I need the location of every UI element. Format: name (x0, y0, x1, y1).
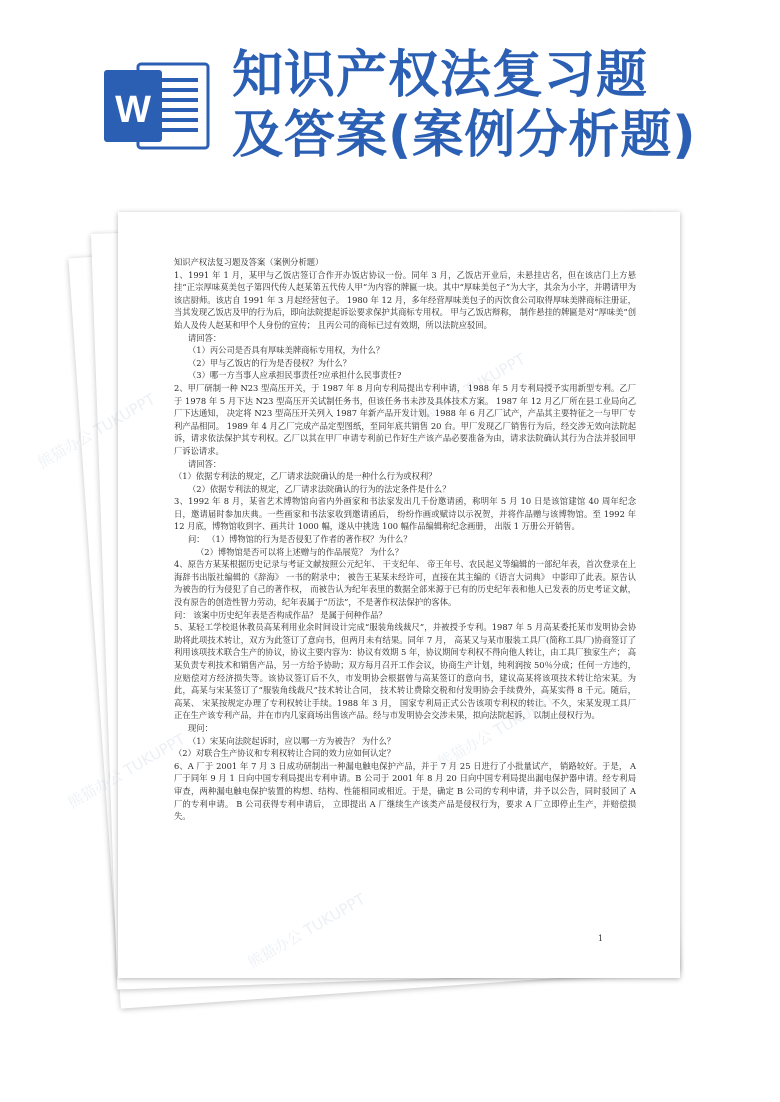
page-title (232, 46, 772, 166)
document-paragraph: 5、某轻工学校退休教员高某利用业余时间设计完成“服装角线裁尺”，并被授予专利。1987 年 5 月高某委托某市发明协会协助将此项技术转让，双方为此签订了意向书，但两月未有结果。同年 7 月， 高某又与某市服装工具厂(简称工具厂)协商签订了利用该项技术联合生产的协议，协议主要内容为：协议有效期 5 年，协议期间专利权不得向他人转让，由工具厂独家生产； 高某负责专利技术和销售产品，另一方给予协助；双方每月召开工作会议，协商生产计划，纯利润按 50％分成；任何一方违约，应赔偿对方经济损失等。该协议签订后不久，市发明协会根据曾与高某签订的意向书，建议高某将该项技术转让给宋某。为此，高某与宋某签订了“服装角线裁尺”技术转让合同， 技术转让费除交税和付发明协会手续费外，高某实得 8 千元。随后， 高某、 宋某按规定办理了专利权转让手续。1988 年 3 月， 国家专利局正式公告该项专利权的转让。不久，宋某发现工具厂正在生产该专利产品，并在市内几家商场出售该产品。经与市发明协会交涉未果，拟向法院起诉， 以制止侵权行为。 (174, 622, 636, 721)
watermark: 熊猫办公 (34, 426, 96, 472)
document-paragraph: （2）依据专利法的规定，乙厂请求法院确认的行为的法定条件是什么？ (188, 483, 451, 494)
document-paragraph: （1）宋某向法院起诉时，应以哪一方为被告？ 为什么？ (188, 735, 396, 746)
document-paragraph: （3）哪一方当事人应承担民事责任?应承担什么民事责任? (188, 370, 402, 381)
word-document-icon (104, 60, 212, 152)
document-paragraph: （1）依据专利法的规定，乙厂请求法院确认的是一种什么行为或权利？ (174, 471, 437, 482)
document-paragraph: （2）博物馆是否可以将上述赠与的作品展览？ 为什么？ (196, 546, 404, 557)
document-paragraph: 问： 该案中历史纪年表是否构成作品？ 是属于何种作品？ (174, 609, 387, 620)
document-heading: 知识产权法复习题及答案（案例分析题） (174, 257, 324, 267)
document-paragraph: 6、A 厂于 2001 年 7 月 3 日成功研制出一种漏电触电保护产品，并于 7 月 25 日进行了小批量试产， 销路较好。于是， A 厂于同年 9 月 1 日向中国专利局提出专利申请。B 公司于 2001 年 8 月 20 日向中国专利局提出漏电保护器申请。经专利局审查，两种漏电触电保护装置的构想、结构、性能相同或相近。于是，确定 B 公司的专利申请，并予以公告，同时驳回了 A 厂的专利申请。 B 公司获得专利申请后， 立即提出 A 厂继续生产该类产品是侵权行为，要求 A 厂立即停止生产，并赔偿损失。 (174, 760, 636, 822)
title-line-2: 及答案(案例分析题) (232, 106, 697, 165)
document-content (174, 256, 636, 823)
document-paragraph: 现问： (188, 722, 213, 733)
svg-text:W: W (115, 89, 151, 131)
document-paragraph: 请回答： (188, 458, 222, 469)
document-paragraph: 3、1992 年 8 月，某省艺术博物馆向省内外画家和书法家发出几千份邀请函，称明年 5 月 10 日是该馆建馆 40 周年纪念日，邀请届时参加庆典。一些画家和书法家收到邀请函后， 纷纷作画或赋诗以示祝贺，并将作品赠与该博物馆。至 1992 年 12 月底，博物馆收到字、画共计 1000 幅，遂从中挑选 100 幅作品编辑称纪念画册， 出版 1 万册公开销售。 (174, 496, 636, 532)
document-paragraph: 1、1991 年 1 月，某甲与乙饭店签订合作开办饭店协议一份。同年 3 月，乙饭店开业后，未悬挂店名，但在该店门上方悬挂“正宗厚味莫美包子第四代传人赵某第五代传人甲”为内容的牌匾一块。其中“厚味美包子”为大字，其余为小字，并聘请甲为该店厨师。该店自 1991 年 3 月起经营包子。 1980 年 12 月，多年经营厚味美包子的丙饮食公司取得厚味美牌商标注册证，当其发现乙饭店及甲的行为后，即向法院提起诉讼要求保护其商标专用权。 甲与乙饭店辩称， 制作悬挂的牌匾是对“厚味美”创始人及传人赵某和甲个人身份的宣传； 且丙公司的商标已过有效期，所以法院应驳回。 (174, 269, 636, 330)
title-line-1: 知识产权法复习题 (232, 46, 649, 105)
watermark: 熊猫办公 (64, 766, 126, 812)
document-paragraph: （1）丙公司是否具有厚味美牌商标专用权，为什么？ (188, 345, 385, 356)
document-page (118, 212, 680, 978)
document-paragraph: 4、原告方某某根据历史记录与考证文献按照公元纪年、 干支纪年、 帝王年号、农民起义等编辑的一部纪年表，首次登录在上海辞书出版社编辑的《辞海》 一书的附录中； 被告王某某未经许可，直接在其主编的《语言大词典》 中影印了此表。原告认为被告的行为侵犯了自己的著作权， 而被告认为纪年表里的数据全部来源于已有的历史纪年表和他人已发表的历史考证文献，没有原告的创造性智力劳动，纪年表属于“历法”，不是著作权法保护的客体。 (174, 559, 636, 608)
page-number: 1 (598, 934, 604, 943)
document-paragraph: （2）甲与乙饭店的行为是否侵权？为什么？ (188, 357, 351, 368)
paragraph-list (174, 269, 636, 823)
document-paragraph: （2）对联合生产协议和专利权转让合同的效力应如何认定？ (174, 748, 395, 759)
banner (0, 0, 780, 200)
document-paragraph: 问： （1）博物馆的行为是否侵犯了作者的著作权？为什么？ (188, 534, 412, 545)
document-paragraph: 2、甲厂研制一种 N23 型高压开关，于 1987 年 8 月向专利局提出专利申请， 1988 年 5 月专利局授予实用新型专利。乙厂于 1978 年 5 月下达 N23 型高压开关试制任务书，但该任务书未涉及具体技术方案。 1987 年 12 月乙厂所在县工业局向乙厂下达通知， 决定将 N23 型高压开关列入 1987 年新产品开发计划。1988 年 6 月乙厂试产，产品其主要特征之一与甲厂专利产品相同。 1989 年 4 月乙厂完成产品定型图纸，至同年底共销售 20 台。甲厂发现乙厂销售行为后，经交涉无效向法院起诉，请求依法保护其专利权。乙厂以其在甲厂申请专利前已作好生产该产品必要准备为由，请求法院确认其行为合法并驳回甲厂诉讼请求。 (174, 382, 636, 456)
document-paragraph: 请回答： (188, 332, 222, 343)
